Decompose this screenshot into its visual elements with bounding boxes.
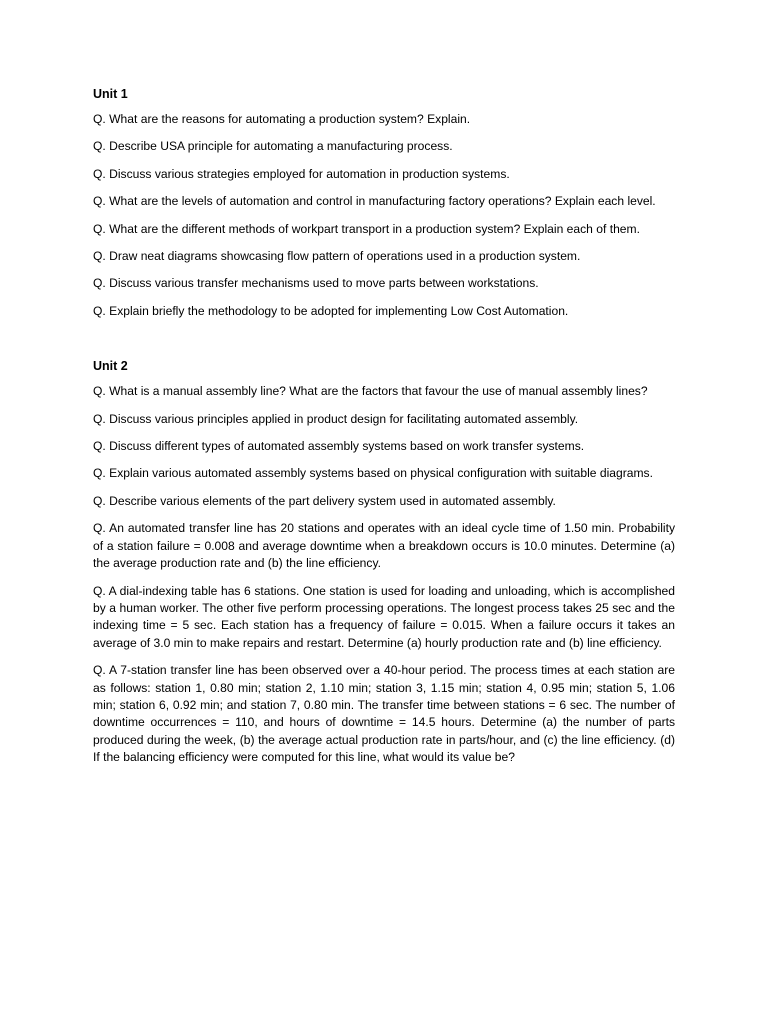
unit-1-heading: Unit 1 — [93, 87, 128, 101]
unit-2-question-5: Q. Describe various elements of the part delivery system used in automated assembly. — [93, 493, 556, 508]
unit-1-question-2: Q. Describe USA principle for automating a manufacturing process. — [93, 139, 453, 154]
unit-2-question-1: Q. What is a manual assembly line? What are the factors that favour the use of manual assembly lines? — [93, 384, 648, 399]
unit-2-section — [93, 358, 675, 766]
unit-1-question-1: Q. What are the reasons for automating a production system? Explain. — [93, 112, 471, 126]
unit-2-question-8: Q. A 7-station transfer line has been observed over a 40-hour period. The process times at each station are as follows: station 1, 0.80 min; station 2, 1.10 min; station 3, 1.15 min; station 4, 0.95 min; station 5, 1.06 min; station 6, 0.92 min; and station 7, 0.80 min. The transfer time between stations = 6 sec. The number of downtime occurrences = 110, and hours of downtime = 14.5 hours. Determine (a) the number of parts produced during the week, (b) the average actual production rate in parts/hour, and (c) the line efficiency. (d) If the balancing efficiency were computed for this line, what would its value be? — [93, 663, 675, 765]
unit-2-question-7: Q. A dial-indexing table has 6 stations. One station is used for loading and unloading, which is accomplished by a human worker. The other five perform processing operations. The longest process takes 25 sec and the indexing time = 5 sec. Each station has a frequency of failure = 0.015. When a failure occurs it takes an average of 3.0 min to make repairs and restart. Determine (a) hourly production rate and (b) line efficiency. — [93, 583, 675, 650]
unit-1-question-7: Q. Discuss various transfer mechanisms used to move parts between workstations. — [93, 276, 539, 291]
unit-1-question-3: Q. Discuss various strategies employed for automation in production systems. — [93, 166, 510, 181]
unit-2-question-3: Q. Discuss different types of automated assembly systems based on work transfer systems. — [93, 439, 585, 454]
unit-2-question-4: Q. Explain various automated assembly systems based on physical configuration with suitable diagrams. — [93, 466, 653, 481]
document-page — [93, 86, 675, 777]
unit-2-question-6: Q. An automated transfer line has 20 stations and operates with an ideal cycle time of 1.50 min. Probability of a station failure = 0.008 and average downtime when a breakdown occurs is 10.0 minutes. Determine (a) the average production rate and (b) the line efficiency. — [93, 521, 675, 571]
unit-1-question-4: Q. What are the levels of automation and control in manufacturing factory operations? Explain each level. — [93, 194, 656, 209]
section-spacer — [93, 330, 675, 358]
unit-2-question-2: Q. Discuss various principles applied in product design for facilitating automated assembly. — [93, 411, 579, 426]
unit-1-question-6: Q. Draw neat diagrams showcasing flow pattern of operations used in a production system. — [93, 249, 581, 264]
unit-2-heading: Unit 2 — [93, 359, 128, 374]
unit-1-question-8: Q. Explain briefly the methodology to be adopted for implementing Low Cost Automation. — [93, 303, 569, 318]
unit-1-section — [93, 86, 675, 320]
unit-1-question-5: Q. What are the different methods of workpart transport in a production system? Explain each of them. — [93, 221, 640, 236]
